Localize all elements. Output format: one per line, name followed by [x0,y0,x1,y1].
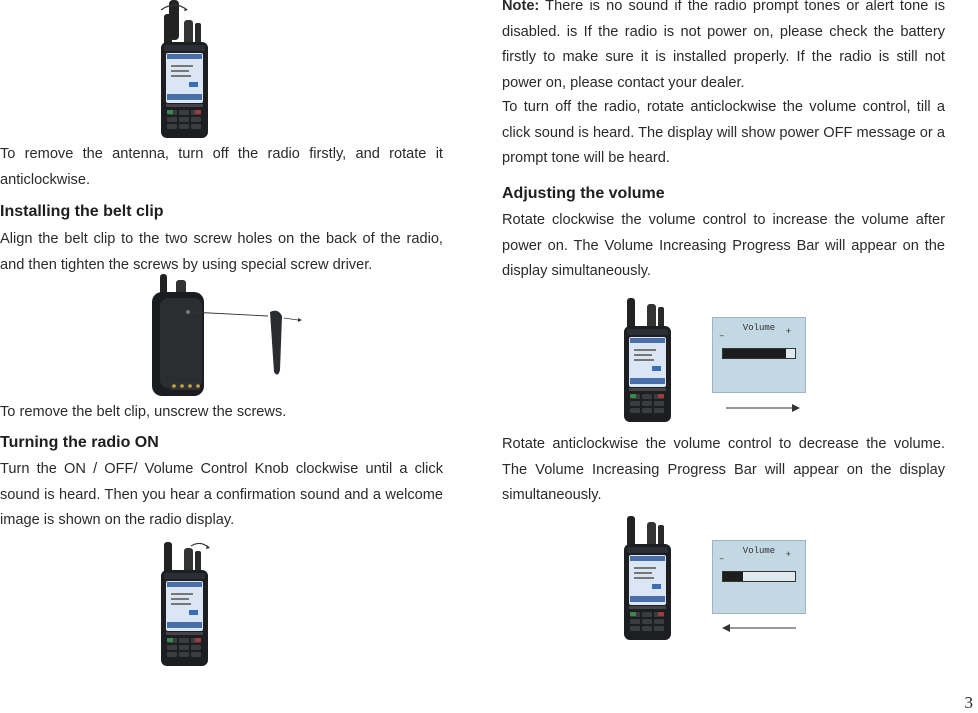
volume-down-lcd-display [712,540,806,614]
note-text: There is no sound if the radio prompt tones or alert tone is disabled. is If the radio is not power on, please check the battery firstly to make sure it is installed properly. If the radio is still not power on, please contact your dealer. [502,0,945,91]
volume-progress-bar [722,571,796,582]
radio-volume-up-figure [618,298,678,424]
plus-sign: + [785,327,791,337]
belt-clip-instructions: Align the belt clip to the two screw holes on the back of the radio, and then tighten the screws by using special screw driver. [0,231,443,273]
volume-up-lcd-display [712,317,806,393]
belt-clip-figure [150,272,310,400]
minus-sign: – [719,331,725,341]
volume-increase-instructions: Rotate clockwise the volume control to increase the volume after power on. The Volume Increasing Progress Bar will appear on the display simultaneously. [502,212,945,279]
radio-power-on-figure [155,540,225,670]
volume-bar-fill [723,349,786,358]
minus-sign: – [719,554,725,564]
note-label: Note: [502,0,540,14]
arrow-left-icon [720,622,796,634]
belt-clip-heading: Installing the belt clip [0,203,164,220]
volume-label: Volume [742,546,776,556]
radio-antenna-figure [155,0,215,138]
page-number: 3 [964,693,973,712]
volume-bar-fill [723,572,743,581]
antenna-removal-caption: To remove the antenna, turn off the radio firstly, and rotate it anticlockwise. [0,146,443,188]
belt-clip-removal-caption: To remove the belt clip, unscrew the screws. [0,404,287,420]
adjust-volume-heading: Adjusting the volume [502,185,665,202]
turn-off-instructions: To turn off the radio, rotate anticlockwise the volume control, till a click sound is heard. The display will show power OFF message or a prompt tone will be heard. [502,99,945,166]
radio-volume-down-figure [618,516,678,642]
note-paragraph [502,0,945,96]
volume-progress-bar [722,348,796,359]
turn-on-heading: Turning the radio ON [0,434,159,451]
volume-label: Volume [742,323,776,333]
volume-decrease-instructions: Rotate anticlockwise the volume control to decrease the volume. The Volume Increasing Progress Bar will appear on the display simultaneously. [502,436,945,503]
plus-sign: + [785,550,791,560]
turn-on-instructions: Turn the ON / OFF/ Volume Control Knob clockwise until a click sound is heard. Then you hear a confirmation sound and a welcome image is shown on the radio display. [0,461,443,528]
arrow-right-icon [726,402,802,414]
